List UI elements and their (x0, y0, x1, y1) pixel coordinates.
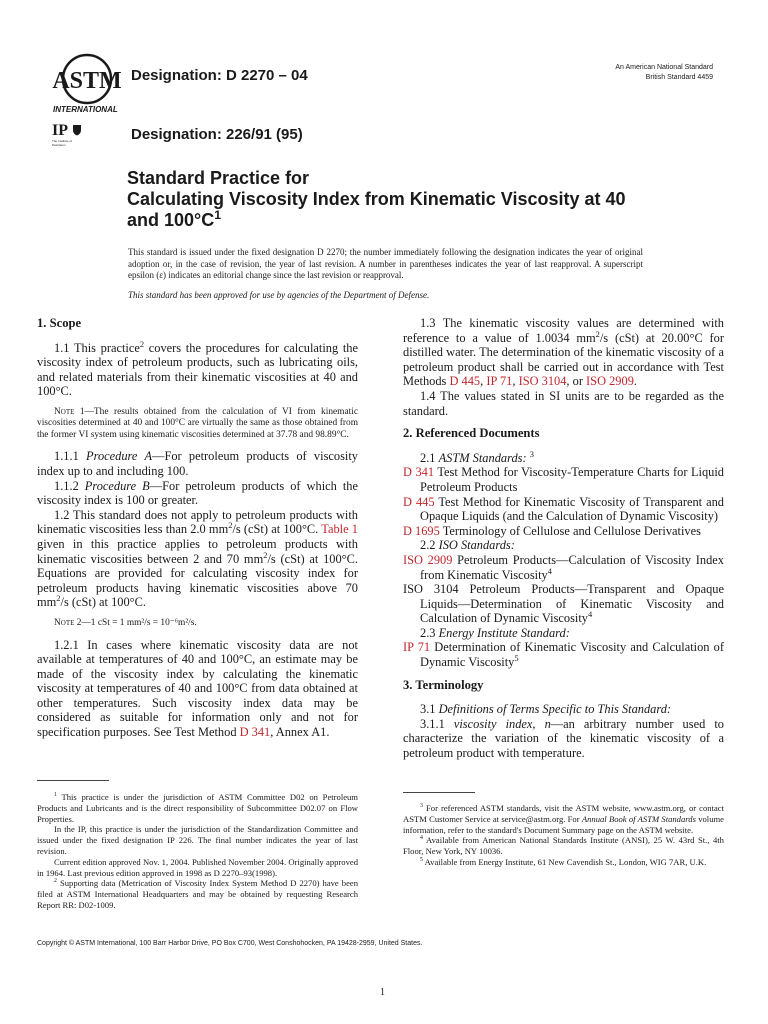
document-title (127, 168, 647, 231)
issuance-statement: This standard is issued under the fixed designation D 2270; the number immediately following the designation indicates the year of original adoption or, in the case of revision, the year of last revision. A number in parentheses indicates the year of last reapproval. A superscript epsilon (ε) indicates an editorial change since the last revision or reapproval. (128, 247, 643, 280)
ansi-note (615, 63, 713, 83)
ref-iso2909-link[interactable]: ISO 2909 (403, 552, 453, 567)
footnote-5: $^5$ Available from Energy Institute, 61 New Cavendish St., London, WIG 7AR, U.K. (420, 856, 707, 867)
ref-d1695: D 1695 Terminology of Cellulose and Cellulose Derivatives (403, 523, 701, 538)
footnotes-right (403, 803, 724, 868)
ansi-line2: British Standard 4459 (645, 74, 713, 81)
footnote-2: $^2$ Supporting data (Metrication of Viscosity Index System Method D 2270) have been filed at ASTM International Headquarters and may be obtained by requesting Research Report RR: D02-1009. (37, 878, 358, 910)
para-1-1: 1.1 This practice$^2$ covers the procedures for calculating the viscosity index of petroleum products, such as lubricating oils, and related materials from their kinematic viscosities at 40 and 100°C. (37, 338, 358, 399)
ansi-line1: An American National Standard (615, 64, 713, 71)
ref-d1695-link[interactable]: D 1695 (403, 523, 440, 538)
para-1-1-2: 1.1.2 Procedure B—For petroleum products of which the viscosity index is 100 or greater. (37, 478, 358, 508)
para-1-3: 1.3 The kinematic viscosity values are determined with reference to a value of 1.0034 $mm^2/s$ (cSt) at 20.00°C for distilled water. The determination of the kinematic viscosity of a petroleum product shall be carried out in accordance with Test Methods D 445, IP 71, ISO 3104, or ISO 2909. (403, 316, 724, 389)
para-1-4: 1.4 The values stated in SI units are to be regarded as the standard. (403, 388, 724, 418)
ref-d341-link[interactable]: D 341 (403, 465, 435, 480)
ref-ip71: IP 71 Determination of Kinematic Viscosity and Calculation of Dynamic Viscosity$^5$ (403, 640, 724, 670)
copyright-notice: Copyright © ASTM International, 100 Barr Harbor Drive, PO Box C700, West Conshohocken, PA 19428-2959, United States. (37, 940, 423, 947)
ip-logo-caption: The Institute of Petroleum (52, 139, 72, 147)
title-line3: and 100°C (127, 210, 215, 230)
para-2-1: 2.1 ASTM Standards: $^3$ (420, 448, 534, 465)
para-2-3: 2.3 Energy Institute Standard: (420, 625, 570, 640)
ref-d445: D 445 Test Method for Kinematic Viscosity of Transparent and Opaque Liquids (and the Calculation of Dynamic Viscosity) (403, 494, 724, 524)
para-3-1: 3.1 Definitions of Terms Specific to This Standard: (420, 702, 672, 717)
footnote-1-current: Current edition approved Nov. 1, 2004. Published November 2004. Originally approved in 1964. Last previous edition approved in 1998 as D 2270–93(1998). (37, 856, 358, 878)
ref-iso2909: ISO 2909 Petroleum Products—Calculation of Viscosity Index from Kinematic Viscosity$^4$ (403, 552, 724, 582)
table-1-link[interactable]: Table 1 (321, 522, 358, 537)
iso3104-link[interactable]: ISO 3104 (518, 374, 567, 389)
note-2: Note 2—1 cSt = 1 mm²/s = 10⁻⁶m²/s. (54, 618, 197, 628)
title-line1: Standard Practice for (127, 168, 310, 188)
footnote-1: $^1$ This practice is under the jurisdiction of ASTM Committee D02 on Petroleum Products and Lubricants and is the direct responsibility of Subcommittee D02.07 on Flow Properties. (37, 792, 358, 824)
designation-astm: Designation: D 2270 – 04 (131, 67, 308, 84)
d445-link[interactable]: D 445 (449, 374, 481, 389)
svg-text:ASTM: ASTM (52, 68, 122, 94)
ref-d445-link[interactable]: D 445 (403, 494, 435, 509)
footnote-4: $^4$ Available from American National Standards Institute (ANSI), 25 W. 43rd St., 4th Floor, New York, NY 10036. (403, 835, 724, 857)
footnotes-left (37, 792, 358, 911)
astm-logo-text: INTERNATIONAL (53, 105, 118, 114)
note-1: Note 1—The results obtained from the calculation of VI from kinematic viscosities determined at 40 and 100°C are virtually the same as those obtained from the former VI system using kinematic viscosities determined at 37.78 and 98.89°C. (37, 406, 358, 440)
iso2909-link[interactable]: ISO 2909 (586, 374, 634, 389)
title-footnote-ref: 1 (214, 208, 222, 222)
para-1-2: 1.2 This standard does not apply to petroleum products with kinematic viscosities less than 2.0 $mm^2/s$ (cSt) at 100°C. Table 1 given in this practice applies to petroleum products with kinematic viscosities between 2 and 70 $mm^2/s$ (cSt) at 100°C. Equations are provided for calculating viscosity index for petroleum products having kinematic viscosities above 70 $mm^2/s$ (cSt) at 100°C. (37, 507, 358, 610)
para-1-1-1: 1.1.1 Procedure A—For petroleum products of viscosity index up to and including 100. (37, 449, 358, 479)
section-terminology-heading: 3. Terminology (403, 677, 484, 692)
designation-ip: Designation: 226/91 (95) (131, 126, 303, 143)
para-1-2-1: 1.2.1 In cases where kinematic viscosity data are not available at temperatures of 40 and 100°C, an estimate may be made of the viscosity index by calculating the kinematic viscosity at temperatures of 40 and 100°C from data obtained at other temperatures. Such viscosity index data may be considered as suitable for information only and not for specification purposes. See Test Method D 341, Annex A1. (37, 637, 358, 740)
footnote-rule-right (403, 792, 475, 793)
para-3-1-1: 3.1.1 viscosity index, n—an arbitrary number used to characterize the variation of the kinematic viscosity of a petroleum product with temperature. (403, 716, 724, 761)
ip-logo (52, 122, 82, 140)
para-2-2: 2.2 ISO Standards: (420, 538, 515, 553)
d341-link[interactable]: D 341 (239, 725, 271, 740)
right-column (403, 316, 724, 761)
footnote-rule-left (37, 780, 109, 781)
ref-d341: D 341 Test Method for Viscosity-Temperature Charts for Liquid Petroleum Products (403, 465, 724, 494)
footnote-3: $^3$ For referenced ASTM standards, visit the ASTM website, www.astm.org, or contact ASTM Customer Service at service@astm.org. For Annual Book of ASTM Standards volume information, refer to the standard's Document Summary page on the ASTM website. (403, 803, 724, 835)
left-column (37, 316, 358, 740)
ip-logo-text: IP (52, 122, 68, 139)
section-refdocs-heading: 2. Referenced Documents (403, 426, 540, 441)
page-number: 1 (380, 987, 385, 998)
footnote-1-ip: In the IP, this practice is under the jurisdiction of the Standardization Committee and issued under the fixed designation IP 226. The final number indicates the year of last revision. (37, 824, 358, 856)
ref-ip71-link[interactable]: IP 71 (403, 640, 431, 655)
shield-icon (72, 124, 82, 136)
title-line2: Calculating Viscosity Index from Kinematic Viscosity at 40 (127, 189, 626, 209)
ref-iso3104: ISO 3104 Petroleum Products—Transparent and Opaque Liquids—Determination of Kinematic Viscosity and Calculation of Dynamic Viscosity$^4$ (403, 582, 724, 626)
ip71-link[interactable]: IP 71 (486, 374, 513, 389)
dod-approval: This standard has been approved for use by agencies of the Department of Defense. (128, 290, 430, 300)
section-scope-heading: 1. Scope (37, 316, 82, 330)
